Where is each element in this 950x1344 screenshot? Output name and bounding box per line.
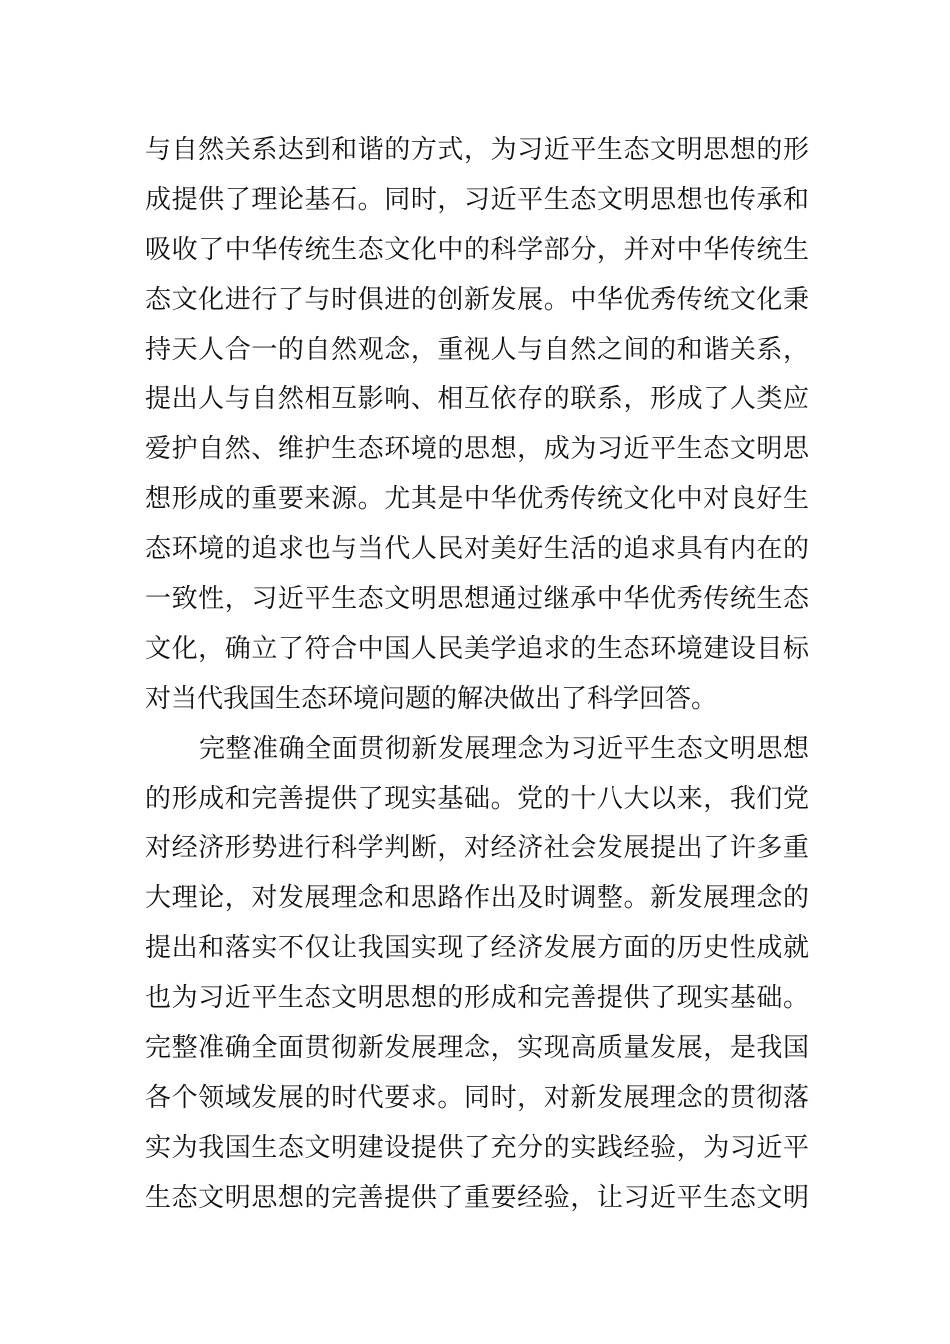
body-text — [145, 126, 809, 1224]
text-line: 完整准确全面贯彻新发展理念，实现高质量发展，是我国 — [145, 1033, 809, 1064]
text-line: 想形成的重要来源。尤其是中华优秀传统文化中对良好生 — [145, 484, 809, 515]
text-line: 生态文明思想的完善提供了重要经验，让习近平生态文明 — [145, 1182, 809, 1213]
text-line: 实为我国生态文明建设提供了充分的实践经验，为习近平 — [145, 1132, 809, 1163]
text-line: 文化，确立了符合中国人民美学追求的生态环境建设目标 — [145, 633, 809, 664]
text-line: 爱护自然、维护生态环境的思想，成为习近平生态文明思 — [145, 434, 809, 465]
text-line: 各个领域发展的时代要求。同时，对新发展理念的贯彻落 — [145, 1082, 809, 1113]
text-line: 也为习近平生态文明思想的形成和完善提供了现实基础。 — [145, 983, 809, 1014]
text-line: 完整准确全面贯彻新发展理念为习近平生态文明思想 — [199, 733, 809, 764]
text-line: 持天人合一的自然观念，重视人与自然之间的和谐关系， — [145, 334, 809, 365]
text-line: 态文化进行了与时俱进的创新发展。中华优秀传统文化秉 — [145, 284, 809, 315]
paragraph-1 — [145, 126, 809, 725]
text-line: 吸收了中华传统生态文化中的科学部分，并对中华传统生 — [145, 234, 809, 265]
text-line: 的形成和完善提供了现实基础。党的十八大以来，我们党 — [145, 783, 809, 814]
text-line: 对当代我国生态环境问题的解决做出了科学回答。 — [145, 683, 718, 714]
text-line: 一致性，习近平生态文明思想通过继承中华优秀传统生态 — [145, 584, 809, 615]
paragraph-2 — [145, 725, 809, 1224]
text-line: 提出人与自然相互影响、相互依存的联系，形成了人类应 — [145, 384, 809, 415]
text-line: 与自然关系达到和谐的方式，为习近平生态文明思想的形 — [145, 135, 809, 165]
text-line: 态环境的追求也与当代人民对美好生活的追求具有内在的 — [145, 534, 809, 565]
text-line: 对经济形势进行科学判断，对经济社会发展提出了许多重 — [145, 833, 809, 864]
text-line: 大理论，对发展理念和思路作出及时调整。新发展理念的 — [145, 883, 809, 914]
text-line: 提出和落实不仅让我国实现了经济发展方面的历史性成就 — [145, 933, 809, 964]
text-line: 成提供了理论基石。同时，习近平生态文明思想也传承和 — [145, 184, 809, 215]
